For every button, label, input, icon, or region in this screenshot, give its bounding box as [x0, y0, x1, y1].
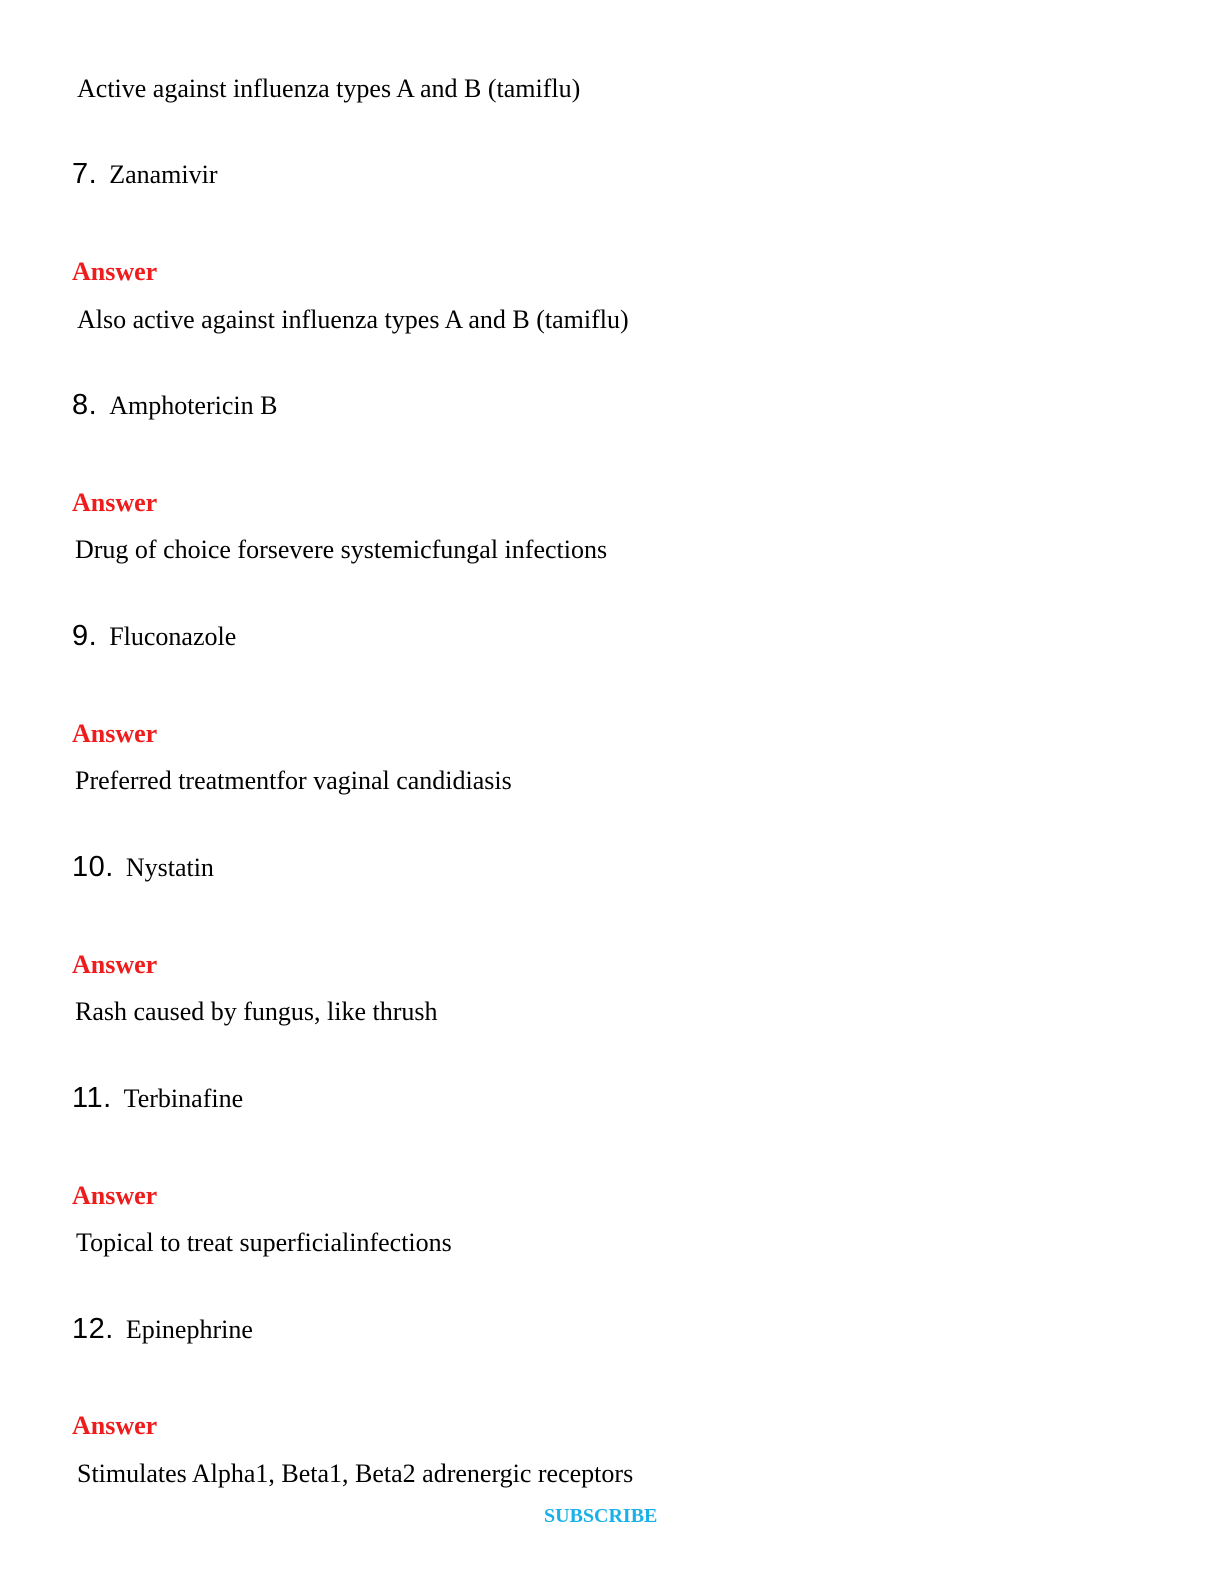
- question-number: 12.: [72, 1313, 114, 1345]
- answer-text: Topical to treat superficialinfections: [76, 1228, 452, 1257]
- answer-label: Answer: [72, 257, 158, 286]
- question-number: 11.: [72, 1082, 112, 1114]
- question-number: 7.: [72, 158, 98, 190]
- question-number: 9.: [72, 620, 98, 652]
- answer-text: Stimulates Alpha1, Beta1, Beta2 adrenergic receptors: [77, 1459, 634, 1488]
- question-drug: Zanamivir: [109, 160, 218, 189]
- answer-label: Answer: [72, 1411, 158, 1440]
- answer-label: Answer: [72, 719, 158, 748]
- question-item: [72, 853, 214, 882]
- answer-text: Also active against influenza types A and B (tamiflu): [77, 305, 629, 334]
- answer-label: Answer: [72, 488, 158, 517]
- question-item: [72, 622, 236, 651]
- question-drug: Fluconazole: [109, 622, 237, 651]
- answer-text: Preferred treatmentfor vaginal candidiasis: [75, 766, 512, 795]
- subscribe-link[interactable]: SUBSCRIBE: [544, 1505, 658, 1527]
- question-item: [72, 160, 217, 189]
- question-item: [72, 1315, 253, 1344]
- answer-text: Drug of choice forsevere systemicfungal infections: [75, 535, 608, 564]
- question-drug: Terbinafine: [123, 1084, 244, 1113]
- answer-text: Active against influenza types A and B (tamiflu): [77, 74, 581, 103]
- question-drug: Nystatin: [125, 853, 214, 882]
- question-number: 10.: [72, 851, 114, 883]
- question-drug: Amphotericin B: [109, 391, 278, 420]
- answer-label: Answer: [72, 950, 158, 979]
- question-drug: Epinephrine: [125, 1315, 253, 1344]
- answer-label: Answer: [72, 1181, 158, 1210]
- question-item: [72, 1084, 243, 1113]
- question-item: [72, 391, 277, 420]
- answer-text: Rash caused by fungus, like thrush: [75, 997, 438, 1026]
- question-number: 8.: [72, 389, 98, 421]
